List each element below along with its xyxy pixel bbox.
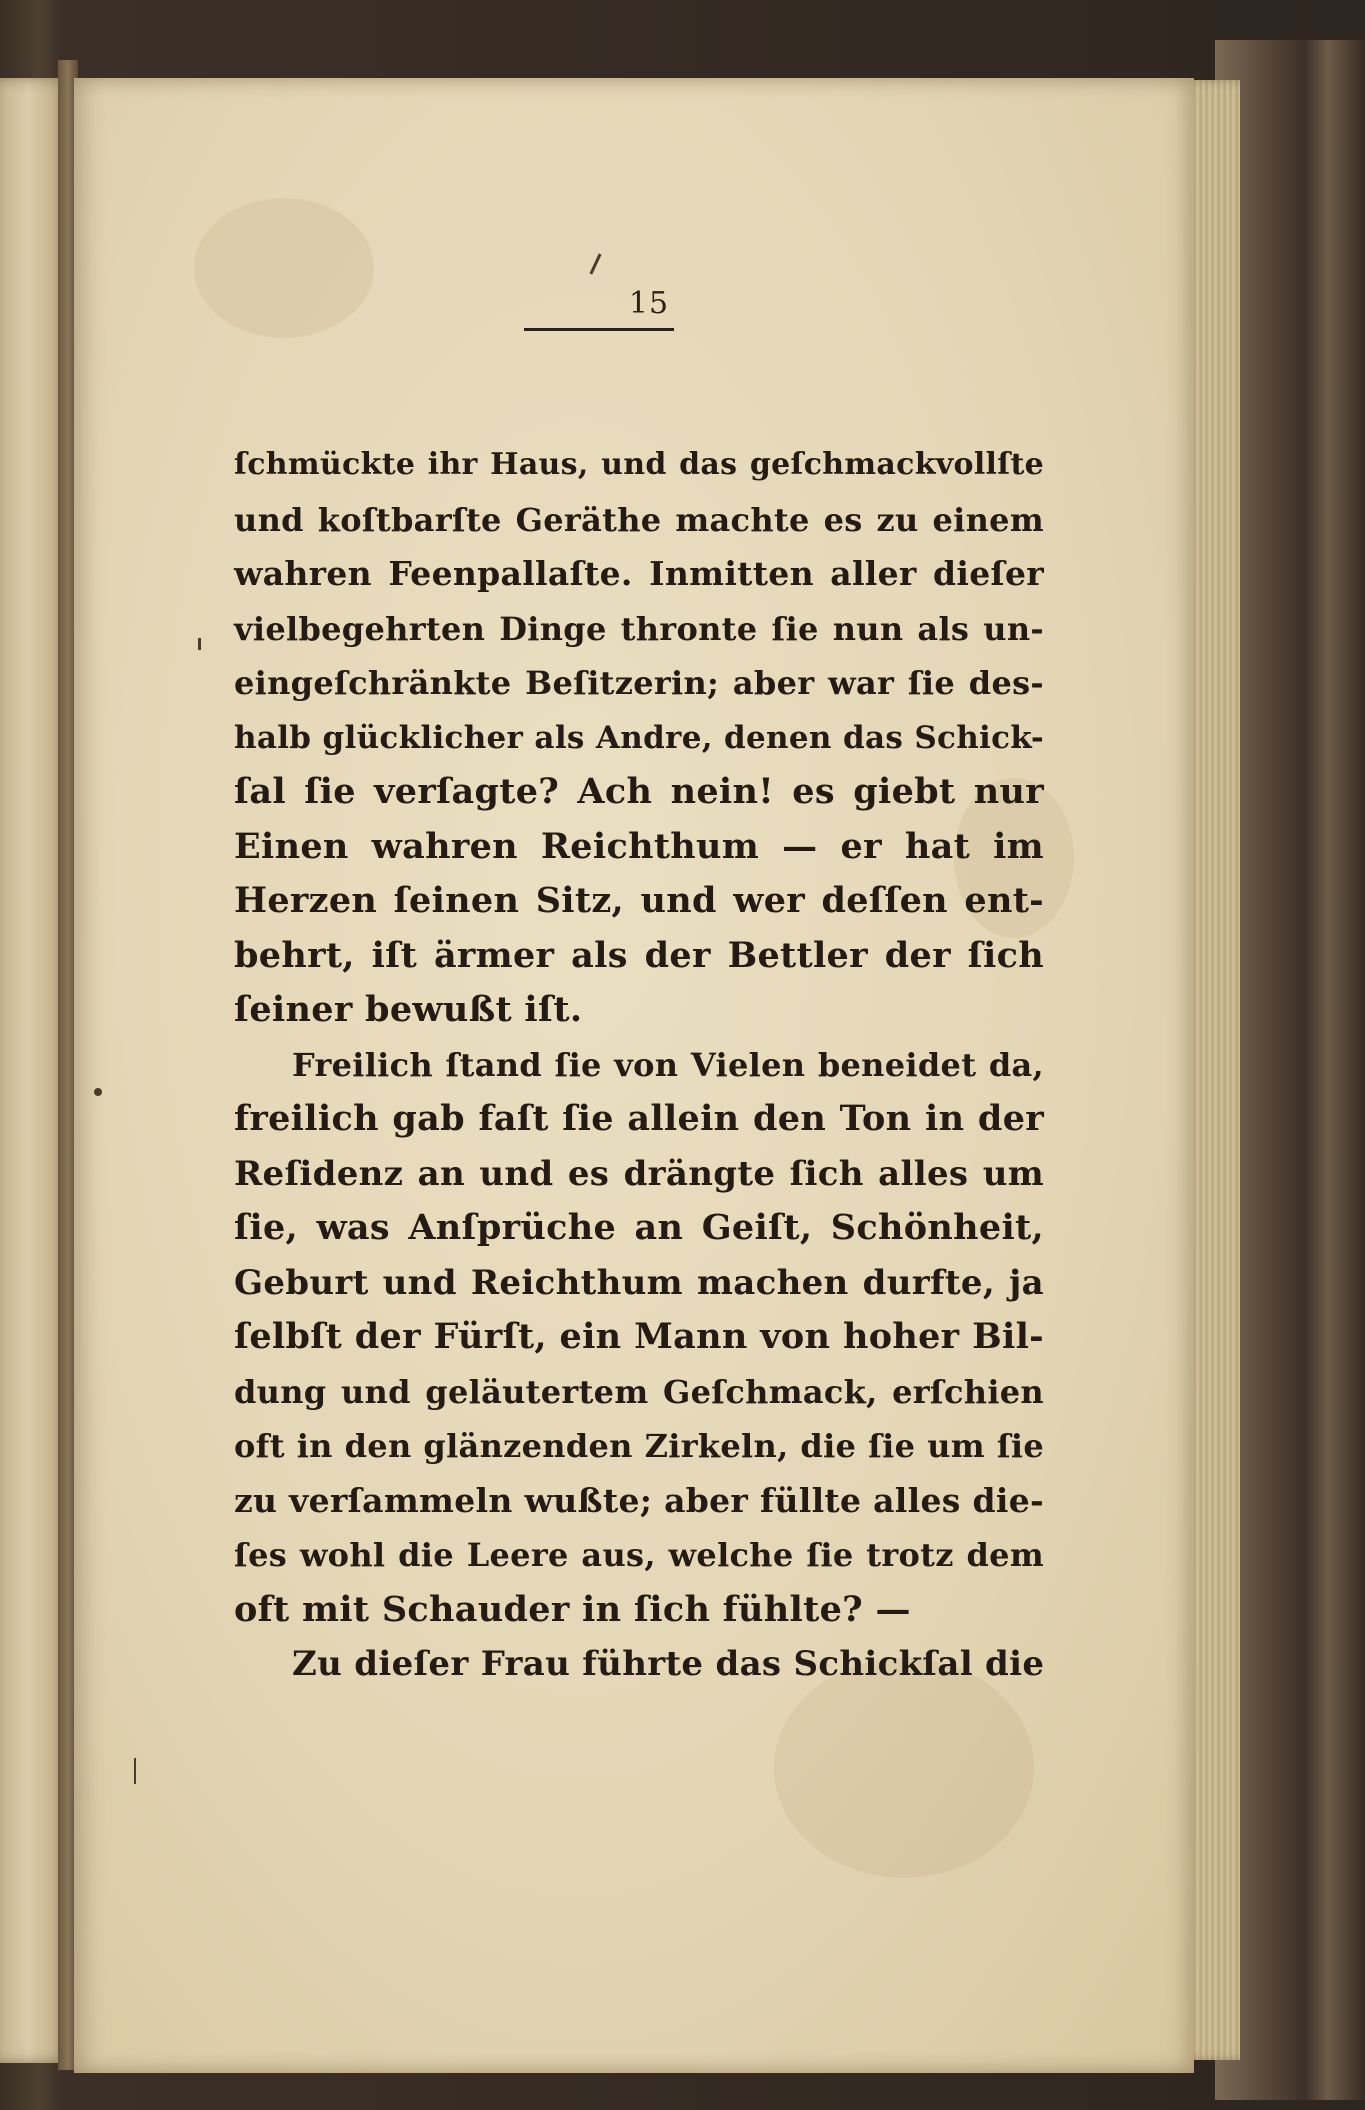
text-line: ſes wohl die Leere aus, welche ſie trotz dem: [234, 1536, 1044, 1574]
text-line: oft in den glänzenden Zirkeln, die ſie um ſie: [234, 1427, 1044, 1465]
text-line: und koſtbarſte Geräthe machte es zu einem: [234, 500, 1044, 539]
text-line: Herzen ſeinen Sitz, und wer deſſen ent-: [234, 880, 1044, 921]
text-line: halb glücklicher als Andre, denen das Schick-: [234, 719, 1044, 756]
text-line: vielbegehrten Dinge thronte ſie nun als un-: [234, 609, 1044, 648]
text-line: Geburt und Reichthum machen durfte, ja: [234, 1262, 1044, 1303]
text-line: Zu dieſer Frau führte das Schickſal die: [292, 1644, 1045, 1684]
text-line: behrt, iſt ärmer als der Bettler der ſich: [234, 934, 1044, 976]
body-text: [234, 438, 1044, 1692]
book-page: [74, 78, 1194, 2073]
ink-speck: [198, 638, 201, 650]
text-line: Einen wahren Reichthum — er hat im: [234, 825, 1044, 867]
text-line: ſeiner bewußt iſt.: [234, 989, 583, 1030]
text-line: freilich gab faſt ſie allein den Ton in der: [234, 1098, 1044, 1139]
ink-speck: [94, 1088, 102, 1096]
text-line: ſchmückte ihr Haus, und das geſchmackvollſte: [234, 447, 1044, 482]
text-line: Reſidenz an und es drängte ſich alles um: [234, 1153, 1044, 1194]
text-line: zu verſammeln wußte; aber füllte alles die-: [234, 1480, 1044, 1520]
header-rule: [524, 328, 674, 331]
ink-speck: [589, 253, 601, 274]
text-line: ſelbſt der Fürſt, ein Mann von hoher Bil-: [234, 1316, 1044, 1357]
ink-speck: [134, 1758, 136, 1784]
text-line: ſal ſie verſagte? Ach nein! es giebt nur: [234, 771, 1044, 812]
page-number: 15: [628, 286, 670, 321]
text-line: wahren Feenpallaſte. Inmitten aller dieſer: [234, 554, 1044, 593]
text-line: dung und geläutertem Geſchmack, erſchien: [234, 1372, 1044, 1411]
text-line: ſie, was Anſprüche an Geiſt, Schönheit,: [234, 1207, 1044, 1248]
text-line: oft mit Schauder in ſich fühlte? —: [234, 1588, 911, 1630]
text-line: Freilich ſtand ſie von Vielen beneidet da,: [292, 1045, 1044, 1084]
text-line: eingeſchränkte Beſitzerin; aber war ſie des-: [234, 664, 1044, 702]
